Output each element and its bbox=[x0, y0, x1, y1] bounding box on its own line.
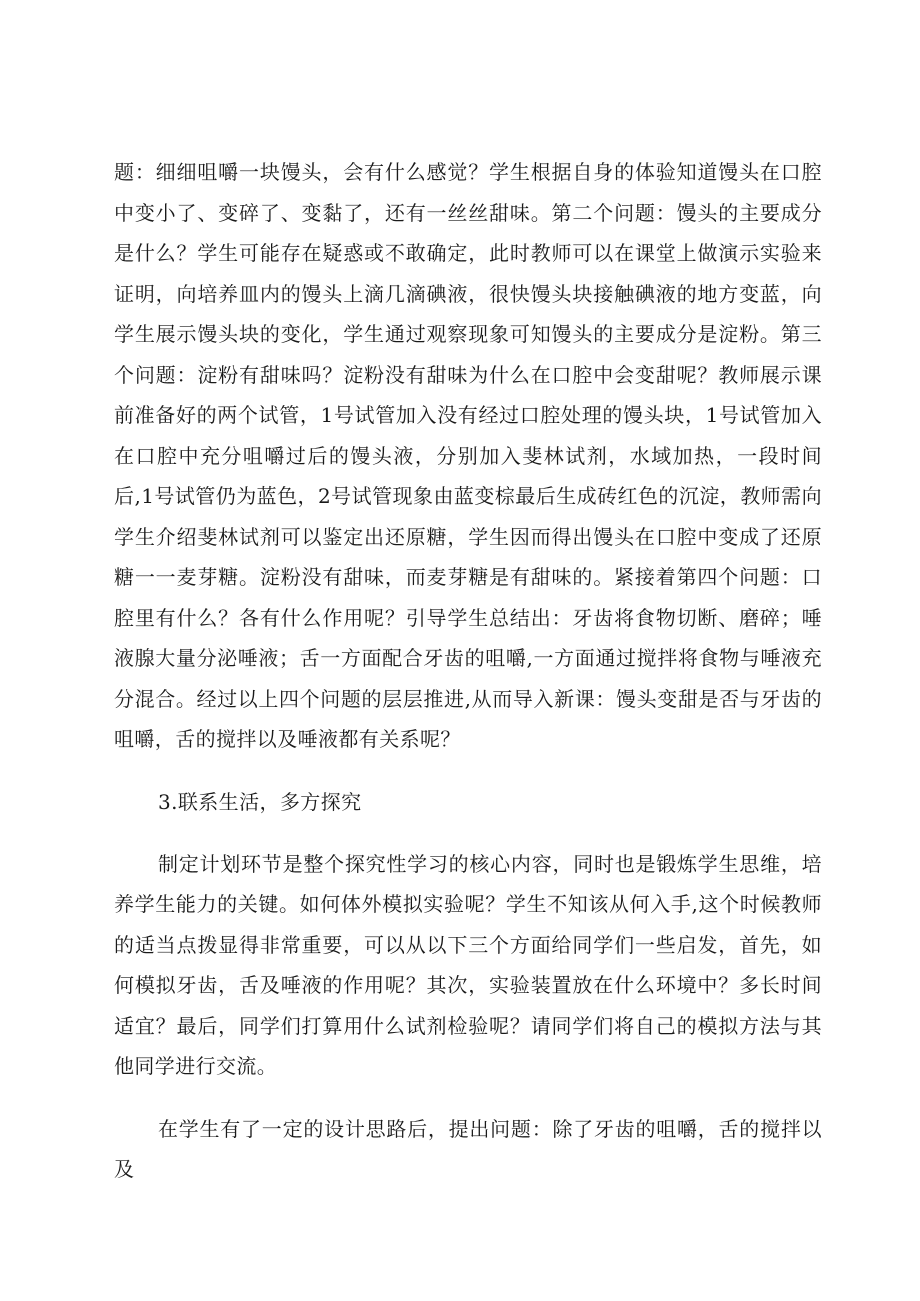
body-paragraph-followup: 在学生有了一定的设计思路后，提出问题：除了牙齿的咀嚼，舌的搅拌以及 bbox=[114, 1116, 822, 1181]
section-heading: 3.联系生活，多方探究 bbox=[158, 789, 362, 814]
body-paragraph-continuation: 题：细细咀嚼一块馒头，会有什么感觉？学生根据自身的体验知道馒头在口腔中变小了、变碎了、变黏了，还有一丝丝甜味。第二个问题：馒头的主要成分是什么？学生可能存在疑惑或不敢确定，此时教师可以在课堂上做演示实验来证明，向培养皿内的馒头上滴几滴碘液，很快馒头块接触碘液的地方变蓝，向学生展示馒头块的变化，学生通过观察现象可知馒头的主要成分是淀粉。第三个问题：淀粉有甜味吗？淀粉没有甜味为什么在口腔中会变甜呢？教师展示课前准备好的两个试管，1号试管加入没有经过口腔处理的馒头块，1号试管加入在口腔中充分咀嚼过后的馒头液，分别加入斐林试剂，水域加热，一段时间后,1号试管仍为蓝色，2号试管现象由蓝变棕最后生成砖红色的沉淀，教师需向学生介绍斐林试剂可以鉴定出还原糖，学生因而得出馒头在口腔中变成了还原糖一一麦芽糖。淀粉没有甜味，而麦芽糖是有甜味的。紧接着第四个问题：口腔里有什么？各有什么作用呢？引导学生总结出：牙齿将食物切断、磨碎；唾液腺大量分泌唾液；舌一方面配合牙齿的咀嚼,一方面通过搅拌将食物与唾液充分混合。经过以上四个问题的层层推进,从而导入新课：馒头变甜是否与牙齿的咀嚼，舌的搅拌以及唾液都有关系呢？ bbox=[114, 160, 822, 751]
paragraph-gap bbox=[114, 1087, 822, 1109]
body-paragraph-plan: 制定计划环节是整个探究性学习的核心内容，同时也是锻炼学生思维，培养学生能力的关键。如何体外模拟实验呢？学生不知该从何入手,这个时候教师的适当点拨显得非常重要，可以从以下三个方面给同学们一些启发，首先，如何模拟牙齿，舌及唾液的作用呢？其次，实验装置放在什么环境中？多长时间适宜？最后，同学们打算用什么试剂检验呢？请同学们将自己的模拟方法与其他同学进行交流。 bbox=[114, 851, 822, 1078]
